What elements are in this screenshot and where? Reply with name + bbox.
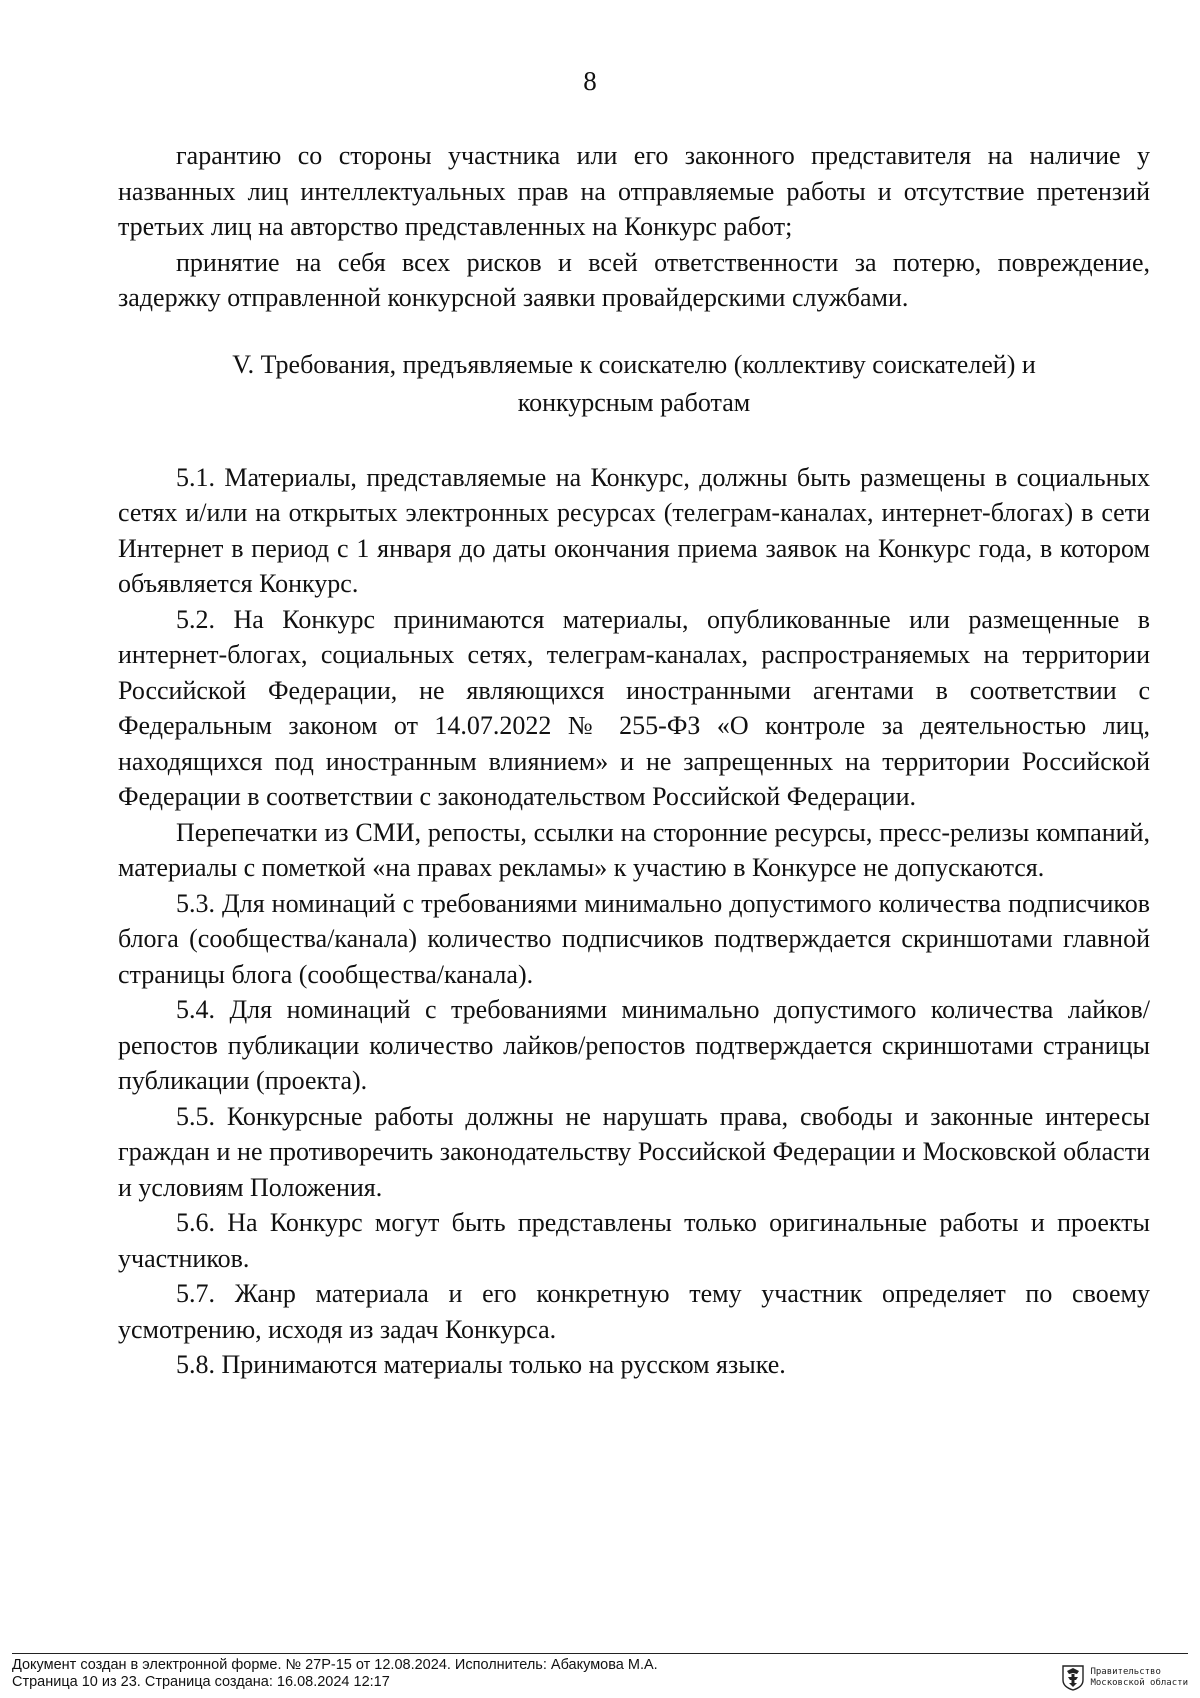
section-heading <box>118 346 1150 422</box>
clause-5-3: 5.3. Для номинаций с требованиями минимально допустимого количества подписчиков блога (сообщества/канала) количество подписчиков подтверждается скриншотами главной страницы блога (сообщества/канала). <box>118 888 1150 989</box>
moscow-region-emblem-icon <box>1062 1665 1084 1691</box>
government-logo <box>1062 1665 1188 1691</box>
paragraph: принятие на себя всех рисков и всей ответственности за потерю, повреждение, задержку отправленной конкурсной заявки провайдерскими службами. <box>118 247 1150 312</box>
gov-logo-text <box>1090 1667 1188 1689</box>
clause-5-4: 5.4. Для номинаций с требованиями минимально допустимого количества лайков/репостов публикации количество лайков/репостов подтверждается скриншотами страницы публикации (проекта). <box>118 995 1150 1095</box>
section-heading-line2: конкурсным работам <box>517 387 751 417</box>
document-footer <box>12 1653 1188 1691</box>
clause-5-6: 5.6. На Конкурс могут быть представлены только оригинальные работы и проекты участников. <box>118 1208 1150 1273</box>
section-heading-line1: V. Требования, предъявляемые к соискателю (коллективу соискателей) и <box>232 349 1036 379</box>
gov-logo-line2: Московской области <box>1090 1678 1188 1688</box>
paragraph: гарантию со стороны участника или его законного представителя на наличие у названных лиц интеллектуальных прав на отправляемые работы и отсутствие претензий третьих лиц на авторство представленных на Конкурс работ; <box>118 141 1150 241</box>
clause-5-2-note: Перепечатки из СМИ, репосты, ссылки на сторонние ресурсы, пресс-релизы компаний, материалы с пометкой «на правах рекламы» к участию в Конкурсе не допускаются. <box>118 817 1150 882</box>
clause-5-1: 5.1. Материалы, представляемые на Конкурс, должны быть размещены в социальных сетях и/или на открытых электронных ресурсах (телеграм-каналах, интернет-блогах) в сети Интернет в период с 1 января до даты окончания приема заявок на Конкурс года, в котором объявляется Конкурс. <box>118 462 1150 598</box>
clause-5-5: 5.5. Конкурсные работы должны не нарушать права, свободы и законные интересы граждан и не противоречить законодательству Российской Федерации и Московской области и условиям Положения. <box>118 1101 1150 1202</box>
clause-5-2: 5.2. На Конкурс принимаются материалы, опубликованные или размещенные в интернет-блогах, социальных сетях, телеграм-каналах, распространяемых на территории Российской Федерации, не являющихся иностранными агентами в соответствии с Федеральным законом от 14.07.2022 № 255-ФЗ «О контроле за деятельностью лиц, находящихся под иностранным влиянием» и не запрещенных на территории Российской Федерации в соответствии с законодательством Российской Федерации. <box>118 604 1150 811</box>
document-body <box>118 138 1150 1383</box>
footer-document-info: Документ создан в электронной форме. № 27Р-15 от 12.08.2024. Исполнитель: Абакумова М.А. <box>12 1657 658 1673</box>
footer-page-info: Страница 10 из 23. Страница создана: 16.08.2024 12:17 <box>12 1674 390 1690</box>
gov-logo-line1: Правительство <box>1090 1667 1161 1677</box>
clause-5-8: 5.8. Принимаются материалы только на русском языке. <box>176 1350 786 1379</box>
page-number: 8 <box>583 66 597 96</box>
clause-5-7: 5.7. Жанр материала и его конкретную тему участник определяет по своему усмотрению, исходя из задач Конкурса. <box>118 1279 1150 1344</box>
